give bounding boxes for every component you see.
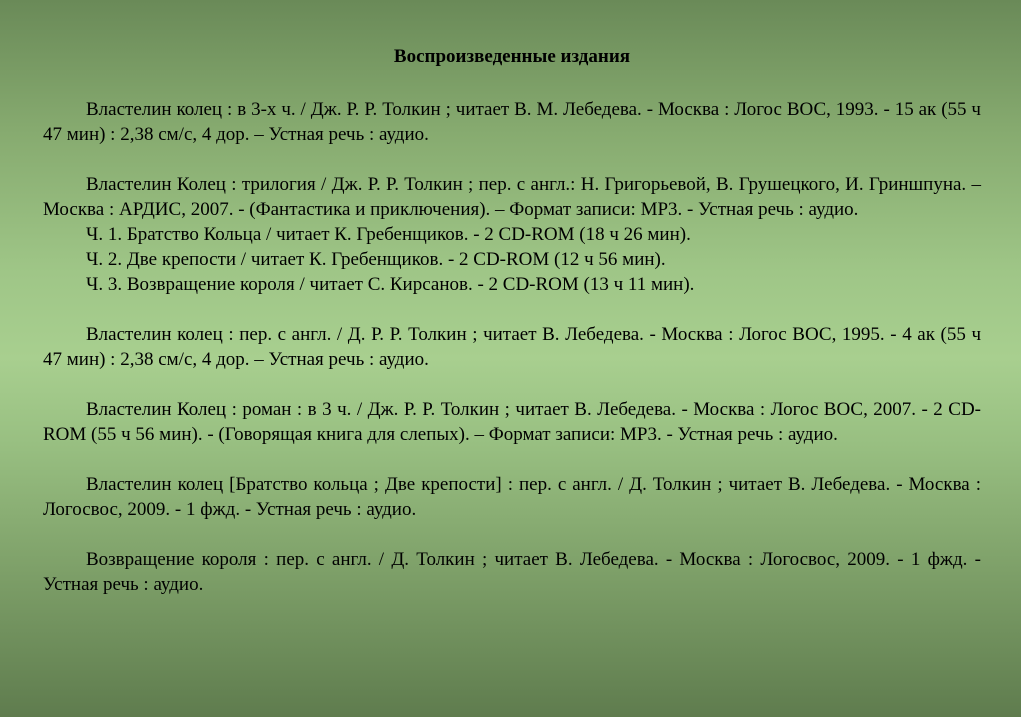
entry-text: Властелин Колец : трилогия / Дж. Р. Р. Толкин ; пер. с англ.: Н. Григорьевой, В. Грушецкого, И. Гриншпуна. – Москва : АРДИС, 2007. - (Фантастика и приключения). – Формат записи: MP3. - Устная речь : аудио. [43,174,981,220]
page-title: Воспроизведенные издания [393,46,631,67]
entry-text: Властелин колец : пер. с англ. / Д. Р. Р. Толкин ; читает В. Лебедева. - Москва : Логос ВОС, 1995. - 4 ак (55 ч 47 мин) : 2,38 см/с, 4 дор. – Устная речь : аудио. [43,324,981,370]
entry-part: Ч. 2. Две крепости / читает К. Гребенщиков. - 2 CD-ROM (12 ч 56 мин). [86,249,666,270]
bibliography-entry [43,472,981,522]
bibliography-entry [43,172,981,297]
bibliography-list [43,97,981,597]
bibliography-entry [43,397,981,447]
bibliography-entry [43,547,981,597]
entry-part: Ч. 1. Братство Кольца / читает К. Гребенщиков. - 2 CD-ROM (18 ч 26 мин). [86,224,691,245]
bibliography-entry [43,322,981,372]
entry-text: Властелин колец : в 3-х ч. / Дж. Р. Р. Толкин ; читает В. М. Лебедева. - Москва : Логос ВОС, 1993. - 15 ак (55 ч 47 мин) : 2,38 см/с, 4 дор. – Устная речь : аудио. [43,99,981,145]
entry-part: Ч. 3. Возвращение короля / читает С. Кирсанов. - 2 CD-ROM (13 ч 11 мин). [86,274,695,295]
bibliography-entry [43,97,981,147]
entry-text: Возвращение короля : пер. с англ. / Д. Толкин ; читает В. Лебедева. - Москва : Логосвос, 2009. - 1 фжд. - Устная речь : аудио. [43,549,981,595]
entry-text: Властелин колец [Братство кольца ; Две крепости] : пер. с англ. / Д. Толкин ; читает В. Лебедева. - Москва : Логосвос, 2009. - 1 фжд. - Устная речь : аудио. [43,474,981,520]
entry-text: Властелин Колец : роман : в 3 ч. / Дж. Р. Р. Толкин ; читает В. Лебедева. - Москва : Логос ВОС, 2007. - 2 CD-ROM (55 ч 56 мин). - (Говорящая книга для слепых). – Формат записи: MP3. - Устная речь : аудио. [43,399,981,445]
